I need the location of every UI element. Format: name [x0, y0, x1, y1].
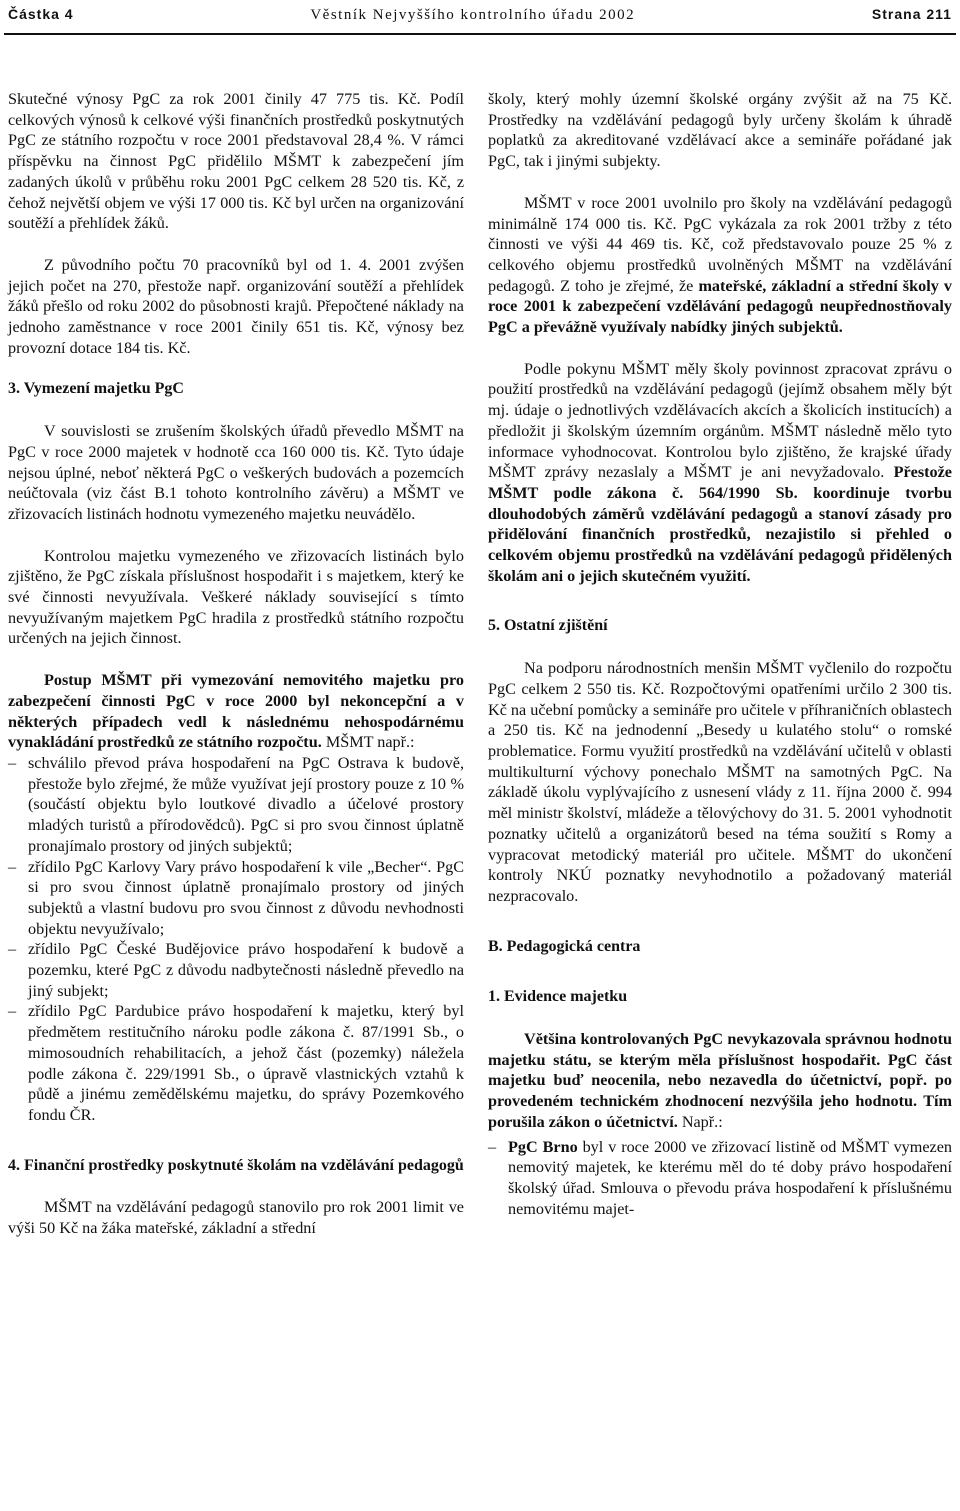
list-item-text: byl v roce 2000 ve zřizovací listině od MŠMT vymezen nemovitý majetek, ke kterému měl do té doby právo hospodaření školský úřad. Smlouva o převodu práva hospodaření k příslušnému nemovitému majet-	[508, 1137, 952, 1218]
paragraph	[488, 193, 952, 338]
bold-text: Postup MŠMT při vymezování nemovitého majetku pro zabezpečení činnosti PgC v roce 2000 byl nekoncepční a v některých případech vedl k následnému nehospodárnému vynakládání prostředků ze státního rozpočtu.	[8, 671, 464, 752]
right-column	[488, 89, 952, 1219]
paragraph: Kontrolou majetku vymezeného ve zřizovacích listinách bylo zjištěno, že PgC získala příslušnost hospodařit i s majetkem, který ke své činnosti nevyužívala. Veškeré náklady související s tímto nevyužívaným majetkem PgC hradila z prostředků státního rozpočtu určených na jejich činnost.	[8, 546, 464, 648]
paragraph-text: MŠMT v roce 2001 uvolnilo pro školy na vzdělávání pedagogů minimálně 174 000 tis. Kč. PgC vykázala za rok 2001 tržby z této činnosti ve výši 44 469 tis. Kč, což představovalo pouze 25 % z celkového objemu prostředků uvolněných MŠMT na vzdělávání pedagogů. Z toho je zřejmé, že	[488, 193, 952, 295]
list-item: – zřídilo PgC České Budějovice právo hospodaření k budově a pozemku, které PgC z důvodu nadbytečnosti následně převedlo na jiný subjekt;	[8, 939, 464, 1001]
paragraph: Z původního počtu 70 pracovníků byl od 1. 4. 2001 zvýšen jejich počet na 270, přestože např. organizování soutěží a přehlídek žáků přešlo od roku 2002 do působnosti krajů. Přepočtené náklady na jednoho zaměstnance v roce 2001 činily 651 tis. Kč, výnosy bez provozní dotace 184 tis. Kč.	[8, 255, 464, 357]
paragraph	[488, 1029, 952, 1133]
page-number: Strana 211	[871, 6, 952, 22]
dash-list	[8, 753, 464, 1126]
section-heading: 4. Finanční prostředky poskytnuté školám na vzdělávání pedagogů	[8, 1156, 464, 1174]
paragraph: MŠMT na vzdělávání pedagogů stanovilo pro rok 2001 limit ve výši 50 Kč na žáka mateřské, základní a střední	[8, 1198, 464, 1238]
paragraph-tail: MŠMT např.:	[321, 733, 415, 752]
paragraph: školy, který mohly územní školské orgány zvýšit až na 75 Kč. Prostředky na vzdělávání pedagogů byly určeny školám k úhradě poplatků za akreditované vzdělávací akce a semináře pořádané jak PgC, tak i jinými subjekty.	[488, 90, 952, 171]
bold-text: mateřské, základní a střední školy v roce 2001 k zabezpečení vzdělávání pedagogů neupřednostňovaly PgC a převážně využívaly nabídky jiných subjektů.	[488, 276, 952, 337]
paragraph: Na podporu národnostních menšin MŠMT vyčlenilo do rozpočtu PgC celkem 2 550 tis. Kč. Rozpočtovými opatřeními určilo 2 300 tis. Kč na učební pomůcky a semináře pro učitele v příhraničních oblastech a 250 tis. Kč na jednodenní „Besedy u kulatého stolu“ o romské problematice. Formu využití prostředků na vzdělávání učitelů v oblasti multikulturní výchovy ponechalo MŠMT na samotných PgC. Na základě úkolu vyplývajícího z usnesení vlády z 11. října 2000 č. 994 měl ministr školství, mládeže a tělovýchovy do 31. 5. 2001 vyhodnotit poznatky učitelů a organizátorů besed na téma soužití s Romy a vypracovat metodický materiál pro učitele. MŠMT do ukončení kontroly NKÚ poznatky nevyhodnotilo a požadovaný materiál nezpracovalo.	[488, 659, 952, 905]
list-item	[488, 1137, 952, 1220]
left-column	[8, 89, 464, 1239]
bold-text: Většina kontrolovaných PgC nevykazovala správnou hodnotu majetku státu, se kterým měla příslušnost hospodařit. PgC část majetku buď neocenila, nebo nezavedla do účetnictví, popř. po provedeném technickém zhodnocení nezvýšila jeho hodnotu. Tím porušila zákon o účetnictví.	[488, 1030, 952, 1131]
paragraph: V souvislosti se zrušením školských úřadů převedlo MŠMT na PgC v roce 2000 majetek v hodnotě cca 160 000 tis. Kč. Tyto údaje nejsou úplné, neboť některá PgC o veškerých budovách a pozemcích neúčtovala (viz část B.1 tohoto kontrolního závěru) a MŠMT ve zřizovacích listinách hodnotu vymezeného majetku neuvádělo.	[8, 422, 464, 523]
bold-text: Přestože MŠMT podle zákona č. 564/1990 Sb. koordinuje tvorbu dlouhodobých záměrů vzdělávání pedagogů a stanoví zásady pro přidělování finančních prostředků, nezajistilo si přehled o celkovém objemu prostředků na vzdělávání pedagogů přidělených školám ani o jejich skutečném využití.	[488, 463, 952, 585]
dash-list	[488, 1137, 952, 1220]
paragraph-tail: Např.:	[677, 1112, 723, 1131]
list-item: – zřídilo PgC Karlovy Vary právo hospodaření k vile „Becher“. PgC si pro svou činnost úplatně pronajímalo prostory od jiných subjektů a vlastní budovu pro svou činnost z důvodu nevhodnosti objektu nevyužívalo;	[8, 857, 464, 940]
header-rule	[4, 33, 956, 35]
section-heading: 1. Evidence majetku	[488, 988, 628, 1006]
journal-title: Věstník Nejvyššího kontrolního úřadu 2002	[310, 7, 636, 23]
bold-text: PgC Brno	[508, 1137, 578, 1156]
list-item: – schválilo převod práva hospodaření na PgC Ostrava k budově, přestože bylo zřejmé, že může využívat její prostory pouze z 10 % (součástí objektu bylo loutkové divadlo a účelové prostory mladých turistů a přírodovědců). PgC si pro svou činnost úplatně pronajímalo prostory od jiných subjektů;	[8, 753, 464, 857]
list-item: – zřídilo PgC Pardubice právo hospodaření k majetku, který byl předmětem restitučního nároku podle zákona č. 87/1991 Sb., o mimosoudních rehabilitacích, a jehož část (pozemky) náležela podle zákona č. 229/1991 Sb., o úpravě vlastnických vztahů k půdě a jinému zemědělskému majetku, do správy Pozemkového fondu ČR.	[8, 1001, 464, 1125]
section-heading: 5. Ostatní zjištění	[488, 617, 608, 635]
section-heading: B. Pedagogická centra	[488, 937, 641, 955]
paragraph	[8, 670, 464, 753]
paragraph: Skutečné výnosy PgC za rok 2001 činily 47 775 tis. Kč. Podíl celkových výnosů k celkové výši finančních prostředků poskytnutých PgC ze státního rozpočtu v roce 2001 představoval 28,4 %. V rámci příspěvku na činnost PgC přidělilo MŠMT k zabezpečení jím zadaných úkolů v průběhu roku 2001 PgC celkem 28 520 tis. Kč, z čehož největší objem ve výši 17 000 tis. Kč byl určen na organizování soutěží a přehlídek žáků.	[8, 90, 464, 233]
paragraph-text: Podle pokynu MŠMT měly školy povinnost zpracovat zprávu o použití prostředků na vzdělávání pedagogů (jejímž obsahem měly být mj. údaje o jednotlivých vzdělávacích akcích a školicích institucích) a předložit ji školským územním orgánům. MŠMT následně mělo tyto informace vyhodnocovat. Kontrolou bylo zjištěno, že krajské úřady MŠMT zprávy nezaslaly a MŠMT je ani nevyžadovalo.	[488, 359, 952, 482]
page-header	[8, 6, 952, 30]
issue-number: Částka 4	[8, 6, 74, 22]
section-heading: 3. Vymezení majetku PgC	[8, 380, 184, 398]
paragraph	[488, 359, 952, 587]
